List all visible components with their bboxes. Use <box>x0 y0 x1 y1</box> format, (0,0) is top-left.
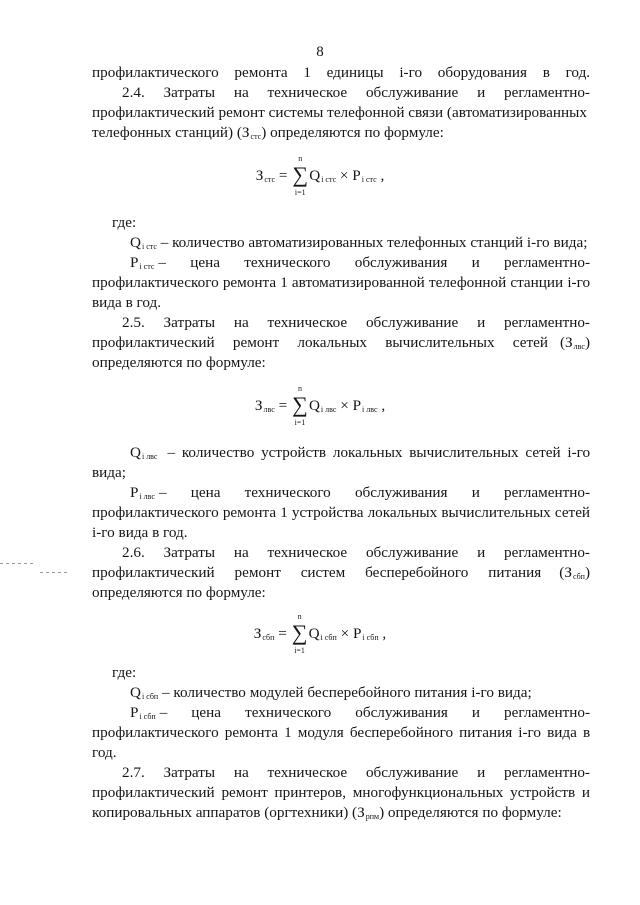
section-2-6-line-1 <box>122 543 590 563</box>
word: техническое <box>267 544 348 561</box>
definition-p-lvs-line-3: i-го вида в год. <box>92 524 188 541</box>
section-2-6-line-3: определяются по формуле: <box>92 584 266 601</box>
word: локальных <box>332 444 403 461</box>
text-fragment: копировальных аппаратов (оргтехники) (З <box>92 804 365 821</box>
word: количество <box>181 444 255 461</box>
word: регламентно- <box>503 764 590 781</box>
where-label: где: <box>112 664 137 681</box>
definition-q-lvs-line-2: вида; <box>92 464 126 481</box>
word: Затраты <box>163 544 216 561</box>
symbol: Q <box>309 167 321 184</box>
symbol: P <box>352 397 362 414</box>
equals-sign: = <box>275 167 292 184</box>
symbol: Q <box>308 625 320 642</box>
subscript: i сбп <box>139 712 156 721</box>
word: локальных <box>367 504 438 521</box>
symbol: Q <box>130 684 141 701</box>
sum-sign <box>291 154 309 198</box>
formula-lvs <box>0 384 640 428</box>
word: оборудования <box>437 64 527 81</box>
word: питания <box>488 564 542 581</box>
subscript: i стс <box>321 175 337 184</box>
word: технического <box>245 704 332 721</box>
definition-p-stc-line-2 <box>92 273 590 293</box>
times-sign: × <box>336 397 353 414</box>
sum-sign <box>291 384 309 428</box>
word: и <box>471 484 480 501</box>
symbol: Q <box>308 397 320 414</box>
formula-comma: , <box>376 167 385 184</box>
word: сетей <box>554 504 591 521</box>
formula-comma: , <box>378 625 387 642</box>
word: и <box>471 254 480 271</box>
text-fragment: ) определяются по формуле: <box>379 804 562 821</box>
subscript: i лвс <box>139 492 155 501</box>
word: обслуживания <box>354 484 448 501</box>
word: профилактического <box>92 274 219 291</box>
section-2-4-line-3 <box>92 123 590 147</box>
word: бесперебойного <box>365 564 469 581</box>
word: 1 <box>284 724 292 741</box>
word: обслуживание <box>365 544 459 561</box>
word: обслуживание <box>365 84 459 101</box>
word: бесперебойного <box>349 724 454 741</box>
word: i-го <box>567 274 591 291</box>
word: профилактический <box>92 784 215 801</box>
word: ремонт <box>234 564 281 581</box>
sum-upper-limit: n <box>297 612 302 621</box>
times-sign: × <box>336 625 353 642</box>
word: обслуживание <box>365 314 459 331</box>
formula-p <box>352 167 376 185</box>
word: Затраты <box>163 764 216 781</box>
word: 2.4. <box>122 84 145 101</box>
word: и <box>581 784 591 801</box>
times-sign: × <box>336 167 353 184</box>
word: питания <box>459 724 513 741</box>
word: обслуживание <box>365 764 459 781</box>
word: регламентно- <box>503 544 590 561</box>
subscript: i стс <box>141 242 157 251</box>
subscript: рпм <box>365 812 380 821</box>
word: устройств <box>261 444 327 461</box>
word: в <box>582 724 591 741</box>
word: профилактического <box>92 64 219 81</box>
word: и <box>477 544 486 561</box>
subscript: лвс <box>573 342 585 351</box>
subscript: i стс <box>139 262 155 271</box>
word: ремонта <box>224 724 279 741</box>
word: 2.7. <box>122 764 145 781</box>
scan-artifact <box>0 563 34 564</box>
word: вычислительных <box>385 334 495 351</box>
word: технического <box>244 484 331 501</box>
word: и <box>471 704 481 721</box>
section-2-4-line-2: профилактический ремонт системы телефонной связи (автоматизированных <box>92 104 587 121</box>
word: – <box>159 704 168 721</box>
symbol: P <box>352 167 361 184</box>
section-2-5-line-1 <box>122 313 590 333</box>
section-2-3-tail <box>92 63 590 83</box>
word: технического <box>244 254 331 271</box>
definition-p-sbp-line-2 <box>92 723 590 743</box>
sum-lower-limit: i=1 <box>294 646 305 655</box>
text-fragment: телефонных станций) (З <box>92 124 250 141</box>
word: цена <box>191 704 222 721</box>
word: техническое <box>267 84 348 101</box>
sum-upper-limit: n <box>297 384 302 393</box>
word: на <box>233 544 249 561</box>
symbol: З <box>253 625 262 642</box>
word: устройств <box>510 784 576 801</box>
formula-q <box>309 397 336 415</box>
word: – <box>167 444 176 461</box>
word: локальных <box>297 334 368 351</box>
word: ремонта <box>222 274 277 291</box>
bracket: ) <box>584 564 590 581</box>
word: систем <box>300 564 346 581</box>
section-2-4-line-1 <box>122 83 590 103</box>
subscript: i сбп <box>362 633 379 642</box>
bracket: ) <box>584 334 590 351</box>
word: – <box>158 484 167 501</box>
word: принтеров, <box>274 784 347 801</box>
section-2-7-line-3 <box>92 803 590 827</box>
word: 1 <box>280 274 288 291</box>
subscript: i лвс <box>362 405 378 414</box>
word: регламентно- <box>504 704 591 721</box>
word: профилактического <box>92 724 219 741</box>
equals-sign: = <box>274 625 291 642</box>
word: вычислительных <box>409 444 519 461</box>
word: ремонт <box>232 334 280 351</box>
formula-sbp <box>0 612 640 656</box>
word: регламентно- <box>503 84 590 101</box>
symbol: P <box>352 625 362 642</box>
word: цена <box>190 484 221 501</box>
sigma-symbol: ∑ <box>292 162 309 187</box>
symbol: З <box>255 167 264 184</box>
word: профилактического <box>92 504 219 521</box>
word: Затраты <box>163 84 216 101</box>
word: регламентно- <box>503 314 590 331</box>
word: в <box>542 64 550 81</box>
subscript: стс <box>264 175 276 184</box>
word: устройства <box>291 504 364 521</box>
section-2-7-line-2 <box>92 783 590 803</box>
formula-p <box>353 397 378 415</box>
word: модуля <box>297 724 344 741</box>
word: 1 <box>303 64 311 81</box>
symbol: (З <box>559 334 573 351</box>
word: на <box>233 314 249 331</box>
subscript: лвс <box>263 405 275 414</box>
formula-stc <box>0 154 640 198</box>
word: автоматизированной <box>291 274 425 291</box>
symbol: Q <box>130 444 141 461</box>
sum-lower-limit: i=1 <box>294 418 306 427</box>
formula-lhs <box>256 167 275 185</box>
definition-p-sbp-line-3: год. <box>92 744 117 761</box>
subscript: сбп <box>572 572 585 581</box>
subscript: i сбп <box>320 633 337 642</box>
word: профилактический <box>92 334 215 351</box>
page-number: 8 <box>316 44 324 60</box>
word: ремонт <box>221 784 268 801</box>
subscript: i лвс <box>141 452 158 461</box>
subscript: сбп <box>262 633 275 642</box>
sum-lower-limit: i=1 <box>294 188 306 197</box>
word: – <box>158 254 166 271</box>
word: на <box>233 84 249 101</box>
word: i-го <box>518 724 541 741</box>
formula-body <box>255 384 385 428</box>
symbol: P <box>130 484 139 501</box>
formula-body <box>254 612 386 656</box>
definition-text: – количество модулей бесперебойного питания i-го вида; <box>162 684 532 701</box>
formula-lhs <box>254 625 275 643</box>
section-2-5-line-3: определяются по формуле: <box>92 354 266 371</box>
word: профилактический <box>92 564 215 581</box>
word: 1 <box>280 504 288 521</box>
word: единицы <box>326 64 384 81</box>
word: техническое <box>267 314 348 331</box>
formula-q <box>309 167 336 185</box>
word: обслуживания <box>355 704 448 721</box>
symbol: P <box>130 704 139 721</box>
word: вида <box>547 724 577 741</box>
word: год. <box>565 64 591 81</box>
definition-text: – количество автоматизированных телефонных станций i-го вида; <box>160 234 588 251</box>
sigma-symbol: ∑ <box>292 392 308 417</box>
word: сетей <box>512 334 548 351</box>
formula-p <box>353 625 379 643</box>
word: 2.5. <box>122 314 145 331</box>
word: вычислительных <box>441 504 551 521</box>
formula-lhs <box>255 397 275 415</box>
symbol: (З <box>559 564 572 581</box>
word: станции <box>510 274 564 291</box>
word: многофункциональных <box>352 784 504 801</box>
word: 2.6. <box>122 544 145 561</box>
symbol: P <box>130 254 139 271</box>
subscript: i лвс <box>320 405 337 414</box>
word: i-го <box>399 64 423 81</box>
word: и <box>477 314 486 331</box>
word: и <box>477 764 486 781</box>
word: ремонта <box>222 504 277 521</box>
scan-artifact <box>40 572 70 573</box>
word: i-го <box>567 444 591 461</box>
word: обслуживания <box>354 254 448 271</box>
word: ремонта <box>234 64 288 81</box>
formula-body <box>256 154 385 198</box>
symbol: Q <box>130 234 141 251</box>
word: на <box>233 764 249 781</box>
subscript: i стс <box>361 175 377 184</box>
formula-q <box>309 625 337 643</box>
symbol: З <box>254 397 263 414</box>
word: регламентно- <box>504 484 591 501</box>
word: регламентно- <box>504 254 591 271</box>
section-2-7-line-1 <box>122 763 590 783</box>
sum-sign <box>291 612 309 656</box>
where-label: где: <box>112 214 137 231</box>
word: телефонной <box>428 274 507 291</box>
formula-comma: , <box>377 397 386 414</box>
subscript: i сбп <box>141 692 159 701</box>
equals-sign: = <box>274 397 291 414</box>
sum-upper-limit: n <box>298 154 303 163</box>
word: сетей <box>525 444 561 461</box>
word: техническое <box>267 764 348 781</box>
word: Затраты <box>163 314 216 331</box>
word: и <box>477 84 486 101</box>
definition-p-lvs-line-2 <box>92 503 590 523</box>
word: цена <box>190 254 220 271</box>
sigma-symbol: ∑ <box>291 620 308 645</box>
text-fragment: ) определяются по формуле: <box>261 124 444 141</box>
definition-p-stc-line-3: вида в год. <box>92 294 162 311</box>
subscript: стс <box>250 132 262 141</box>
